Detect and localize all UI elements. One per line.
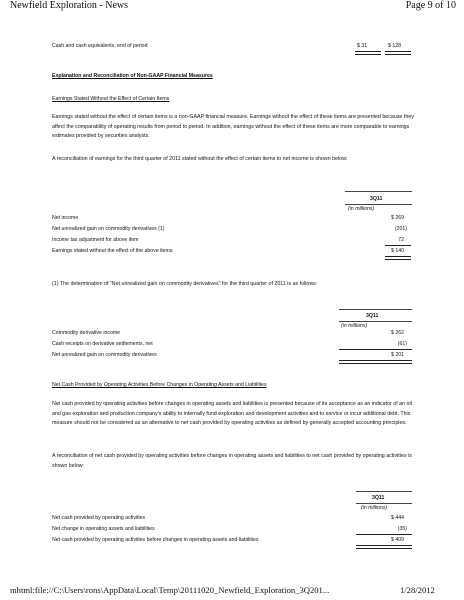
table1-top-rule: [345, 191, 412, 192]
table2-row-label: Net unrealized gain on commodity derivatives: [52, 352, 157, 358]
page-number: Page 9 of 10: [405, 0, 456, 11]
table3-unit: (in millions): [361, 505, 388, 511]
table3-row-value: $ 409: [391, 537, 404, 543]
table1-row-label: Net unrealized gain on commodity derivatives (1): [52, 226, 165, 232]
table2-top-rule: [339, 309, 412, 310]
net-cash-reconciliation-intro: A reconciliation of net cash provided by operating activities before changes in operating assets and liabilities to net cash provided by operating activities is shown below:: [52, 453, 412, 469]
net-cash-paragraph: Net cash provided by operating activities before changes in operating assets and liabilities is presented because of its acceptance as an indicator of an oil and gas exploration and production company's ability to internally fund exploration and development activities and to service or incur additional debt. This measure should not be considered as an alternative to net cash provided by operating activities as defined by generally accepted accounting principles.: [52, 401, 412, 427]
table1-row-value: $ 269: [391, 215, 404, 221]
footer-date: 1/28/2012: [400, 585, 435, 595]
table1-row-label: Income tax adjustment for above item: [52, 237, 139, 243]
footer-file-path: mhtml:file://C:\Users\rons\AppData\Local\Temp\20111020_Newfield_Exploration_3Q201...: [10, 585, 330, 595]
cash-row-value-1: $ 31: [357, 43, 368, 49]
table2-unit: (in millions): [341, 323, 368, 329]
table3-row-label: Net cash provided by operating activities: [52, 515, 146, 521]
table3-total-rule: [356, 545, 412, 549]
table2-row-value: (61): [397, 341, 407, 347]
table1-row-value: 72: [398, 237, 404, 243]
table2-row-value: $ 201: [391, 352, 404, 358]
earnings-paragraph: Earnings stated without the effect of certain items is a non-GAAP financial measure. Earnings without the effect of these items are presented because they affect the comparability of operating results from period to period. In addition, earnings without the effect of these items are more comparable to earnings estimates provided by securities analysts.: [52, 114, 414, 140]
table3-row-label: Net cash provided by operating activities before changes in operating assets and liabilities: [52, 537, 259, 543]
cash-row-underline-1: [355, 51, 381, 55]
table3-column-header: 3Q11: [372, 495, 385, 501]
table2-row-label: Cash receipts on derivative settlements, net: [52, 341, 153, 347]
table2-column-header: 3Q11: [366, 313, 379, 319]
table3-row-value: $ 444: [391, 515, 404, 521]
table2-row-label: Commodity derivative income: [52, 330, 121, 336]
browser-page-title: Newfield Exploration - News: [10, 0, 129, 11]
subsection-heading-earnings: Earnings Stated Without the Effect of Certain Items: [52, 96, 170, 102]
table3-top-rule: [356, 491, 412, 492]
table2-subtotal-rule: [339, 349, 412, 350]
table2-total-rule: [339, 360, 412, 364]
table1-unit: (in millions): [348, 206, 375, 212]
cash-row-label: Cash and cash equivalents, end of period: [52, 43, 148, 49]
table2-row-value: $ 262: [391, 330, 404, 336]
table1-total-rule: [385, 256, 411, 260]
table3-row-value: (35): [397, 526, 407, 532]
table1-row-label: Net income: [52, 215, 79, 221]
earnings-reconciliation-intro: A reconciliation of earnings for the third quarter of 2011 stated without the effect of certain items to net income is shown below:: [52, 156, 348, 162]
table1-column-header: 3Q11: [370, 196, 383, 202]
cash-row-underline-2: [385, 51, 411, 55]
table1-subtotal-rule: [385, 245, 411, 246]
table3-row-label: Net change in operating assets and liabilities: [52, 526, 155, 532]
table1-row-value: (201): [394, 226, 407, 232]
cash-row-value-2: $ 128: [388, 43, 401, 49]
table1-row-label: Earnings stated without the effect of the above items: [52, 248, 173, 254]
section-heading: Explanation and Reconciliation of Non-GAAP Financial Measures: [52, 73, 213, 79]
table1-row-value: $ 140: [391, 248, 404, 254]
footnote-1: (1) The determination of "Net unrealized gain on commodity derivatives" for the third quarter of 2011 is as follows:: [52, 281, 318, 287]
table3-subtotal-rule: [356, 534, 412, 535]
subsection-heading-net-cash: Net Cash Provided by Operating Activities Before Changes in Operating Assets and Liabilities: [52, 382, 267, 388]
